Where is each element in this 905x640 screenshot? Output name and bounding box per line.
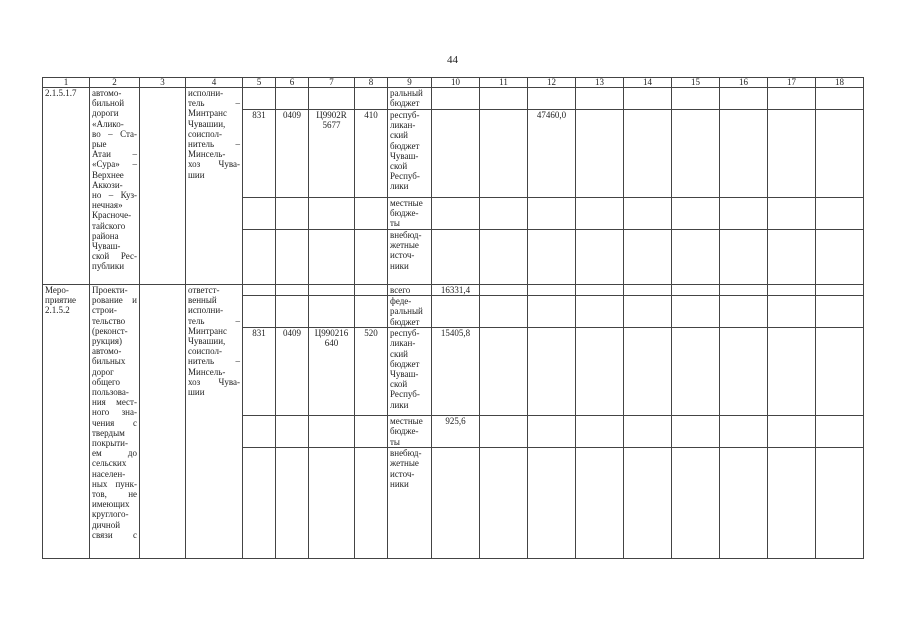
cell-empty	[672, 296, 720, 328]
cell-empty	[276, 296, 309, 328]
cell-empty	[720, 88, 768, 110]
text-line: ральный	[390, 306, 423, 317]
text-line: хоз Чува-	[188, 159, 240, 170]
cell-empty	[624, 416, 672, 448]
cell-empty	[672, 198, 720, 230]
text-line: Красноче-	[92, 210, 132, 221]
cell-empty	[720, 328, 768, 416]
text-line: Чуваш-	[92, 241, 121, 252]
cell-empty	[816, 230, 864, 285]
cell-empty	[576, 285, 624, 296]
cell-empty	[576, 296, 624, 328]
text-line: ты	[390, 218, 400, 229]
executor	[186, 285, 243, 559]
table-row	[43, 88, 864, 110]
text-line: ем до	[92, 448, 137, 459]
text-line: сельских	[92, 458, 127, 469]
text-line: нитель –	[188, 356, 240, 367]
cell-empty	[528, 448, 576, 559]
funding-source: всего	[388, 285, 432, 296]
text-line: шии	[188, 169, 205, 180]
cell-empty	[624, 296, 672, 328]
grbs-code: 831	[243, 328, 276, 416]
cell-empty	[816, 110, 864, 198]
text-line: нитель –	[188, 139, 240, 150]
cell-empty	[768, 110, 816, 198]
text-line: лики	[390, 181, 409, 192]
text-line: ного зна-	[92, 407, 137, 418]
cell-empty	[480, 285, 528, 296]
cell-empty	[432, 110, 480, 198]
text-line: имеющих	[92, 499, 130, 510]
amount-value: 47460,0	[528, 110, 576, 198]
cell-empty	[576, 416, 624, 448]
text-line: Меро-	[45, 285, 69, 295]
cell-empty	[624, 285, 672, 296]
text-line: исполни-	[188, 305, 224, 316]
text-line: Чувашии,	[188, 118, 226, 129]
cell-empty	[355, 88, 388, 110]
cell-empty	[528, 416, 576, 448]
funding-source	[388, 230, 432, 285]
cell-empty	[432, 296, 480, 328]
column-number: 3	[140, 78, 186, 88]
column-number: 1	[43, 78, 90, 88]
text-line: Чуваш-	[390, 369, 419, 380]
text-line: Чувашии,	[188, 336, 226, 347]
text-line: местные	[390, 416, 423, 427]
cell-empty	[576, 110, 624, 198]
cell-empty	[768, 416, 816, 448]
text-line: венный	[188, 295, 217, 306]
text-line: Минтранс	[188, 325, 227, 336]
column-number: 2	[90, 78, 140, 88]
header-row	[43, 78, 864, 88]
cell-empty	[480, 328, 528, 416]
text-line: внебюд-	[390, 448, 422, 459]
cell-empty	[140, 88, 186, 285]
cell-empty	[816, 296, 864, 328]
column-number: 5	[243, 78, 276, 88]
text-line: нечная»	[92, 200, 123, 211]
activity-name	[90, 285, 140, 559]
text-line: строи-	[92, 305, 117, 316]
text-line: хоз Чува-	[188, 376, 240, 387]
text-line: Проекти-	[92, 285, 128, 295]
cell-empty	[243, 296, 276, 328]
text-line: тель –	[188, 315, 240, 326]
text-line: «Алико-	[92, 118, 124, 129]
section-code: 0409	[276, 110, 309, 198]
amount-value: 16331,4	[432, 285, 480, 296]
cell-empty	[672, 416, 720, 448]
text-line: источ-	[390, 468, 415, 479]
target-article-code	[309, 110, 355, 198]
cell-empty	[720, 448, 768, 559]
target-article-code	[309, 328, 355, 416]
text-line: внебюд-	[390, 230, 422, 240]
text-line: рование и	[92, 295, 137, 306]
cell-empty	[276, 285, 309, 296]
text-line: бильной	[92, 98, 125, 109]
cell-empty	[480, 230, 528, 285]
text-line: дичной	[92, 519, 121, 530]
text-line: Минсель-	[188, 366, 226, 377]
funding-source	[388, 198, 432, 230]
column-number: 18	[816, 78, 864, 88]
cell-empty	[720, 296, 768, 328]
column-number: 17	[768, 78, 816, 88]
grbs-code: 831	[243, 110, 276, 198]
cell-empty	[672, 88, 720, 110]
text-line: приятие	[45, 295, 77, 306]
cell-empty	[243, 88, 276, 110]
text-line: жетные	[390, 240, 419, 251]
text-line: автомо-	[92, 346, 122, 357]
column-number: 8	[355, 78, 388, 88]
text-line: твердым	[92, 427, 125, 438]
cell-empty	[480, 110, 528, 198]
cell-empty	[480, 88, 528, 110]
text-line: ники	[390, 260, 409, 271]
cell-empty	[720, 230, 768, 285]
cell-empty	[768, 88, 816, 110]
text-line: Минтранс	[188, 108, 227, 119]
text-line: бюдже-	[390, 426, 419, 437]
column-number: 16	[720, 78, 768, 88]
column-number: 10	[432, 78, 480, 88]
cell-empty	[768, 230, 816, 285]
text-line: 2.1.5.2	[45, 305, 70, 316]
text-line: пользова-	[92, 387, 129, 398]
cell-empty	[768, 296, 816, 328]
text-line: во – Ста-	[92, 128, 137, 139]
cell-empty	[528, 328, 576, 416]
cell-empty	[243, 416, 276, 448]
text-line: ты	[390, 436, 400, 447]
cell-empty	[768, 448, 816, 559]
cell-empty	[576, 198, 624, 230]
cell-empty	[309, 198, 355, 230]
text-line: дорог	[92, 366, 114, 377]
text-line: феде-	[390, 296, 412, 307]
cell-empty	[768, 198, 816, 230]
cell-empty	[355, 448, 388, 559]
text-line: шии	[188, 387, 205, 398]
text-line: круглого-	[92, 509, 129, 520]
cell-empty	[816, 198, 864, 230]
text-line: дороги	[92, 108, 119, 119]
funding-source	[388, 448, 432, 559]
text-line: ники	[390, 478, 409, 489]
cell-empty	[432, 230, 480, 285]
text-line: ральный	[390, 88, 423, 98]
text-line: местные	[390, 198, 423, 208]
text-line: 5677	[322, 120, 341, 131]
column-number: 6	[276, 78, 309, 88]
funding-source	[388, 88, 432, 110]
text-line: ский	[390, 130, 408, 141]
cell-empty	[816, 416, 864, 448]
cell-empty	[624, 198, 672, 230]
text-line: источ-	[390, 250, 415, 261]
section-code: 0409	[276, 328, 309, 416]
cell-empty	[672, 448, 720, 559]
table-row	[43, 285, 864, 296]
text-line: связи с	[92, 529, 137, 540]
expense-type-code: 520	[355, 328, 388, 416]
cell-empty	[309, 88, 355, 110]
text-line: тель –	[188, 98, 240, 109]
text-line: ликан-	[390, 338, 416, 349]
cell-empty	[355, 416, 388, 448]
cell-empty	[624, 230, 672, 285]
text-line: соиспол-	[188, 346, 222, 357]
text-line: ской Рес-	[92, 251, 137, 262]
cell-empty	[768, 328, 816, 416]
amount-value: 925,6	[432, 416, 480, 448]
column-number: 15	[672, 78, 720, 88]
expense-type-code: 410	[355, 110, 388, 198]
text-line: чения с	[92, 417, 137, 428]
text-line: бюджет	[390, 358, 420, 369]
cell-empty	[816, 285, 864, 296]
column-number: 14	[624, 78, 672, 88]
column-number: 11	[480, 78, 528, 88]
text-line: ской	[390, 379, 408, 390]
cell-empty	[816, 328, 864, 416]
cell-empty	[528, 230, 576, 285]
amount-value: 15405,8	[432, 328, 480, 416]
cell-empty	[432, 88, 480, 110]
text-line: респуб-	[390, 110, 420, 120]
cell-empty	[355, 285, 388, 296]
cell-empty	[355, 230, 388, 285]
text-line: бюджет	[390, 98, 420, 109]
cell-empty	[528, 285, 576, 296]
cell-empty	[528, 198, 576, 230]
text-line: «Сура» –	[92, 159, 137, 170]
funding-source	[388, 416, 432, 448]
cell-empty	[480, 448, 528, 559]
text-line: Ц990216	[314, 328, 349, 339]
cell-empty	[816, 88, 864, 110]
cell-empty	[576, 448, 624, 559]
cell-empty	[672, 328, 720, 416]
cell-empty	[243, 198, 276, 230]
cell-empty	[309, 230, 355, 285]
column-number: 9	[388, 78, 432, 88]
cell-empty	[720, 285, 768, 296]
activity-name	[90, 88, 140, 285]
cell-empty	[355, 198, 388, 230]
text-line: но – Куз-	[92, 190, 137, 201]
text-line: лики	[390, 399, 409, 410]
cell-empty	[672, 285, 720, 296]
column-number: 7	[309, 78, 355, 88]
text-line: бильных	[92, 356, 126, 367]
text-line: Аккози-	[92, 179, 123, 190]
text-line: ликан-	[390, 120, 416, 131]
cell-empty	[576, 328, 624, 416]
text-line: публики	[92, 261, 125, 272]
text-line: Чуваш-	[390, 150, 419, 161]
cell-empty	[243, 448, 276, 559]
text-line: тов, не	[92, 489, 137, 500]
text-line: автомо-	[92, 88, 122, 98]
cell-empty	[276, 230, 309, 285]
activity-code: 2.1.5.1.7	[43, 88, 90, 285]
cell-empty	[624, 110, 672, 198]
text-line: покрыти-	[92, 438, 128, 449]
text-line: рукция)	[92, 336, 123, 347]
text-line: рые	[92, 139, 107, 150]
cell-empty	[624, 328, 672, 416]
text-line: Респуб-	[390, 171, 420, 182]
text-line: бюджет	[390, 140, 420, 151]
text-line: жетные	[390, 458, 419, 469]
cell-empty	[480, 416, 528, 448]
text-line: Минсель-	[188, 149, 226, 160]
column-number: 12	[528, 78, 576, 88]
cell-empty	[768, 285, 816, 296]
cell-empty	[140, 285, 186, 559]
text-line: ответст-	[188, 285, 220, 295]
text-line: Атаи –	[92, 149, 137, 160]
text-line: тайского	[92, 220, 126, 231]
activity-code	[43, 285, 90, 559]
cell-empty	[243, 285, 276, 296]
cell-empty	[276, 198, 309, 230]
cell-empty	[309, 416, 355, 448]
cell-empty	[480, 296, 528, 328]
cell-empty	[624, 448, 672, 559]
text-line: ский	[390, 348, 408, 359]
text-line: Ц9902R	[316, 110, 347, 120]
executor	[186, 88, 243, 285]
cell-empty	[816, 448, 864, 559]
text-line: тельство	[92, 315, 126, 326]
funding-source	[388, 328, 432, 416]
column-number: 13	[576, 78, 624, 88]
text-line: бюджет	[390, 316, 420, 327]
text-line: ния мест-	[92, 397, 137, 408]
column-number: 4	[186, 78, 243, 88]
funding-source	[388, 296, 432, 328]
text-line: респуб-	[390, 328, 420, 339]
cell-empty	[720, 198, 768, 230]
text-line: бюдже-	[390, 208, 419, 219]
cell-empty	[432, 448, 480, 559]
text-line: соиспол-	[188, 128, 222, 139]
text-line: ской	[390, 161, 408, 172]
funding-source	[388, 110, 432, 198]
cell-empty	[528, 296, 576, 328]
text-line: исполни-	[188, 88, 224, 98]
cell-empty	[276, 416, 309, 448]
cell-empty	[243, 230, 276, 285]
cell-empty	[276, 88, 309, 110]
cell-empty	[672, 110, 720, 198]
text-line: ных пунк-	[92, 478, 137, 489]
text-line: 640	[324, 338, 339, 349]
cell-empty	[432, 198, 480, 230]
text-line: Верхнее	[92, 169, 124, 180]
program-table	[42, 77, 864, 559]
cell-empty	[672, 230, 720, 285]
text-line: Респуб-	[390, 389, 420, 400]
text-line: населен-	[92, 468, 126, 479]
cell-empty	[355, 296, 388, 328]
text-line: общего	[92, 376, 120, 387]
cell-empty	[576, 230, 624, 285]
cell-empty	[309, 296, 355, 328]
text-line: района	[92, 230, 119, 241]
cell-empty	[480, 198, 528, 230]
cell-empty	[576, 88, 624, 110]
text-line: (реконст-	[92, 325, 128, 336]
page-number: 44	[447, 54, 458, 66]
cell-empty	[720, 416, 768, 448]
cell-empty	[720, 110, 768, 198]
cell-empty	[276, 448, 309, 559]
cell-empty	[528, 88, 576, 110]
cell-empty	[309, 448, 355, 559]
cell-empty	[624, 88, 672, 110]
cell-empty	[309, 285, 355, 296]
